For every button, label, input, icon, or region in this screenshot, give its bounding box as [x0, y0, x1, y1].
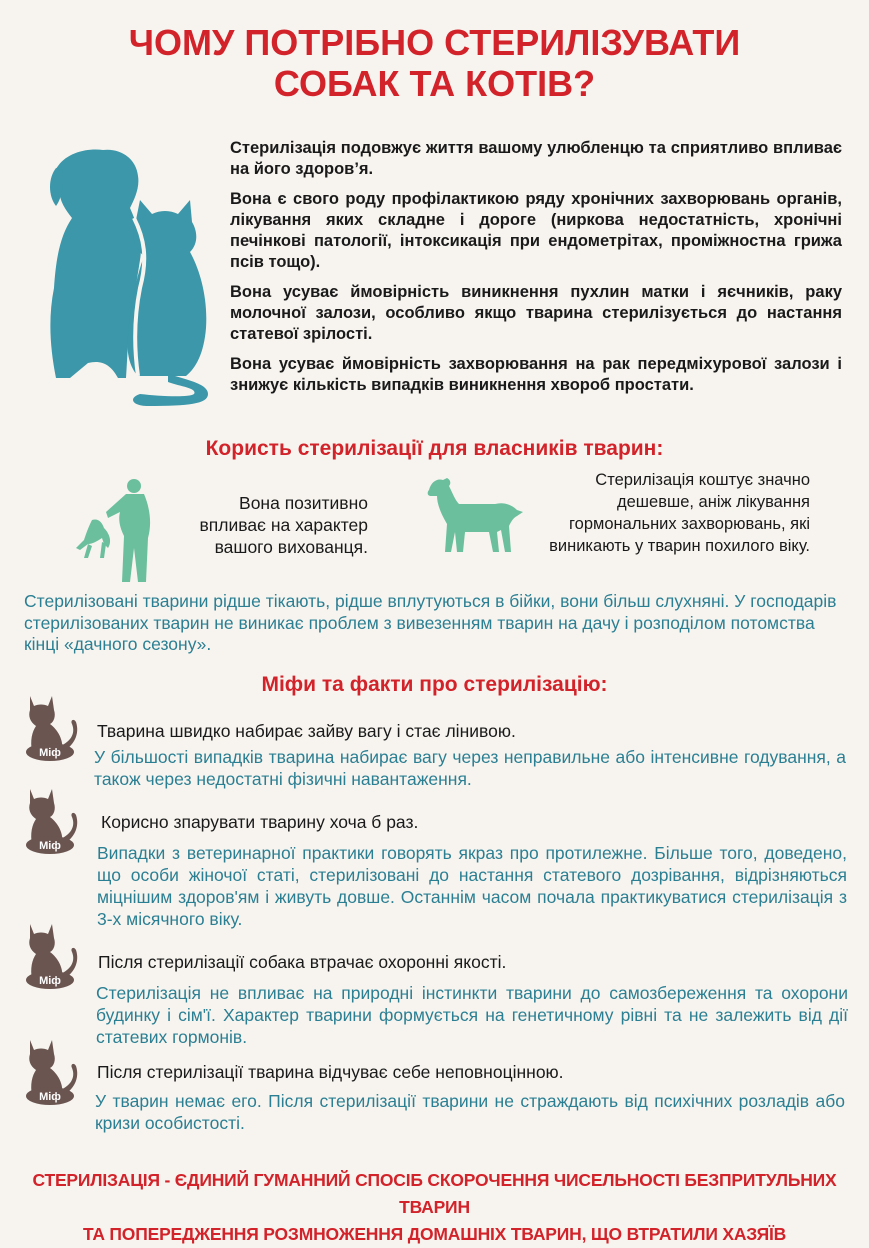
title-line-1: ЧОМУ ПОТРІБНО СТЕРИЛІЗУВАТИ	[128, 22, 741, 63]
owners-heading: Користь стерилізації для власників тварин:	[205, 437, 664, 460]
man-playing-with-dog-icon	[74, 478, 174, 586]
footer-line-1: СТЕРИЛІЗАЦІЯ - ЄДИНИЙ ГУМАННИЙ СПОСІБ СКОРОЧЕННЯ ЧИСЕЛЬНОСТІ БЕЗПРИТУЛЬНИХ ТВАРИН	[32, 1170, 837, 1217]
benefit-paragraph: Вона усуває ймовірність захворювання на рак передміхурової залози і знижує кількість випадків виникнення хвороб простати.	[230, 355, 842, 394]
fact-statement: Стерилізація не впливає на природні інстинкти тварини до самозбереження та охорони будинку і сім'ї. Характер тварини формується на генетичному рівні та не залежить від дії статевих гормонів.	[96, 983, 848, 1047]
owner-benefit-cost: Стерилізація коштує значно дешевше, аніж лікування гормональних захворювань, які виникають у тварин похилого віку.	[549, 471, 810, 555]
dog-and-cat-silhouette-icon	[48, 148, 213, 408]
myth-statement: Корисно зпарувати тварину хоча б раз.	[101, 812, 419, 832]
myth-statement: Після стерилізації собака втрачає охоронні якості.	[98, 952, 507, 972]
myth-badge	[22, 783, 82, 855]
myth-badge-label: Міф	[39, 840, 61, 852]
benefit-paragraph: Вона є свого роду профілактикою ряду хронічних захворювань органів, лікування яких складне і дороге (ниркова недостатність, хронічні печінкові патології, інтоксикація при ендометрітах, проміжностна грижа псів тощо).	[230, 190, 842, 271]
myth-badge	[22, 1034, 82, 1106]
myth-statement: Після стерилізації тварина відчуває себе неповноцінною.	[97, 1062, 564, 1082]
benefits-list	[230, 138, 842, 405]
myths-heading: Міфи та факти про стерилізацію:	[261, 673, 608, 696]
myth-badge	[22, 918, 82, 990]
fact-statement: У більшості випадків тварина набирає вагу через неправильне або інтенсивне годування, а також через недостатні фізичні навантаження.	[94, 747, 846, 789]
fact-statement: У тварин немає его. Після стерилізації тварини не страждають від психічних розладів або кризи особистості.	[95, 1091, 845, 1133]
fact-statement: Випадки з ветеринарної практики говорять якраз про протилежне. Більше того, доведено, що особи жіночої статі, стерилізовані до настання статевого дозрівання, відрізняються міцнішим здоров'ям і живуть довше. Останнім часом почала практикуватися стерилізація з 3-х місячного віку.	[97, 843, 847, 929]
myth-badge-label: Міф	[39, 1091, 61, 1103]
title-line-2: СОБАК ТА КОТІВ?	[273, 63, 596, 104]
standing-dog-icon	[425, 476, 525, 554]
page-title	[0, 22, 869, 104]
footer-line-2: ТА ПОПЕРЕДЖЕННЯ РОЗМНОЖЕННЯ ДОМАШНІХ ТВАРИН, ЩО ВТРАТИЛИ ХАЗЯЇВ	[82, 1224, 787, 1244]
myth-badge-label: Міф	[39, 747, 61, 759]
myth-badge	[22, 690, 82, 762]
benefit-paragraph: Вона усуває ймовірність виникнення пухлин матки і яєчників, раку молочної залози, особливо якщо тварина стерилізується до настання статевої зрілості.	[230, 283, 842, 343]
benefit-paragraph: Стерилізація подовжує життя вашому улюбленцю та сприятливо впливає на його здоров’я.	[230, 139, 842, 178]
owners-summary: Стерилізовані тварини рідше тікають, рідше вплутуються в бійки, вони більш слухняні. У господарів стерилізованих тварин не виникає проблем з вивезенням тварин на дачу і розподілом потомства кінці «дачного сезону».	[24, 591, 837, 654]
owner-benefit-character: Вона позитивно впливає на характер вашого вихованця.	[199, 493, 368, 557]
footer-slogan	[0, 1167, 869, 1248]
myth-statement: Тварина швидко набирає зайву вагу і стає лінивою.	[97, 721, 516, 741]
myth-badge-label: Міф	[39, 975, 61, 987]
